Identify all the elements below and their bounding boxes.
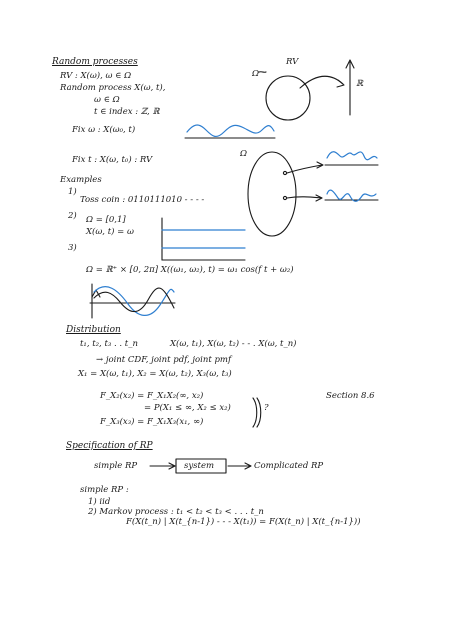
simple-rp-input: simple RP [94, 461, 138, 471]
complicated-rp-output: Complicated RP [254, 461, 324, 471]
system-label: system [184, 461, 215, 471]
mapping-arrowhead [337, 80, 344, 87]
rv-definition: RV : X(ω), ω ∈ Ω [60, 71, 132, 81]
probability-expression: = P(X₁ ≤ ∞, X₂ ≤ x₂) [144, 403, 231, 413]
example-number-3: 3) [68, 243, 77, 253]
bracket-2 [257, 398, 261, 427]
real-label: ℝ [356, 79, 364, 89]
heading-distribution: Distribution [66, 325, 121, 335]
section-reference: Section 8.6 [326, 391, 375, 401]
toss-coin-text: Toss coin : 0110111010 - - - - [80, 195, 205, 205]
bracket-1 [253, 398, 257, 427]
heading-random-processes: Random processes [52, 57, 138, 67]
omega-squiggle [259, 72, 266, 73]
example-number-2: 2) [68, 211, 77, 221]
random-variables-list: X(ω, t₁), X(ω, t₂) - - . X(ω, t_n) [170, 339, 297, 349]
rv-label: RV [286, 57, 299, 67]
iid-item: 1) iid [88, 497, 111, 507]
rp-definition: Random process X(ω, t), [60, 83, 166, 93]
sample-path-1 [327, 152, 377, 160]
markov-item: 2) Markov process : t₁ < t₂ < t₃ < . . . t_n [88, 507, 264, 517]
fix-omega-text: Fix ω : X(ω₀, t) [72, 125, 136, 135]
joint-distributions: → joint CDF, joint pdf, joint pmf [96, 355, 232, 365]
cosine-wave-2 [94, 288, 174, 312]
marginal-fx2: F_X₂(x₂) = F_X₁X₂(∞, x₂) [100, 391, 204, 401]
outcome-point-1 [283, 171, 286, 174]
outcome-arrow-2 [287, 197, 322, 198]
x-definitions: X₁ = X(ω, t₁), X₂ = X(ω, t₂), X₃(ω, t₃) [78, 369, 232, 379]
sample-space-circle [266, 76, 310, 120]
marginal-fx3: F_X₃(x₃) = F_X₁X₃(x₁, ∞) [100, 417, 204, 427]
outcome-point-2 [283, 196, 286, 199]
simple-rp-list-title: simple RP : [80, 485, 129, 495]
cosine-process-definition: Ω = ℝ⁺ × [0, 2π] X((ω₁, ω₂), t) = ω₁ cos(f t + ω₂) [86, 265, 294, 275]
fix-t-sample-space [248, 152, 296, 236]
heading-examples: Examples [60, 175, 102, 185]
omega-label-mid: Ω [240, 149, 248, 159]
index-set: t ∈ index : ℤ, ℝ [94, 107, 160, 117]
time-instants: t₁, t₂, t₃ . . t_n [80, 339, 138, 349]
omega-membership: ω ∈ Ω [94, 95, 120, 105]
markov-property: F(X(t_n) | X(t_{n-1}) - - - X(t₁)) = F(X(t_n) | X(t_{n-1})) [126, 517, 361, 527]
outcome-arrow-1 [287, 165, 322, 173]
omega-interval: Ω = [0,1] [86, 215, 126, 225]
omega-label-top: Ω [252, 69, 260, 79]
fix-t-text: Fix t : X(ω, t₀) : RV [72, 155, 153, 165]
fix-omega-sample-path [187, 125, 274, 136]
question-mark: ? [264, 403, 269, 413]
x-equals-omega: X(ω, t) = ω [86, 227, 134, 237]
heading-specification: Specification of RP [66, 441, 153, 451]
example-number-1: 1) [68, 187, 77, 197]
